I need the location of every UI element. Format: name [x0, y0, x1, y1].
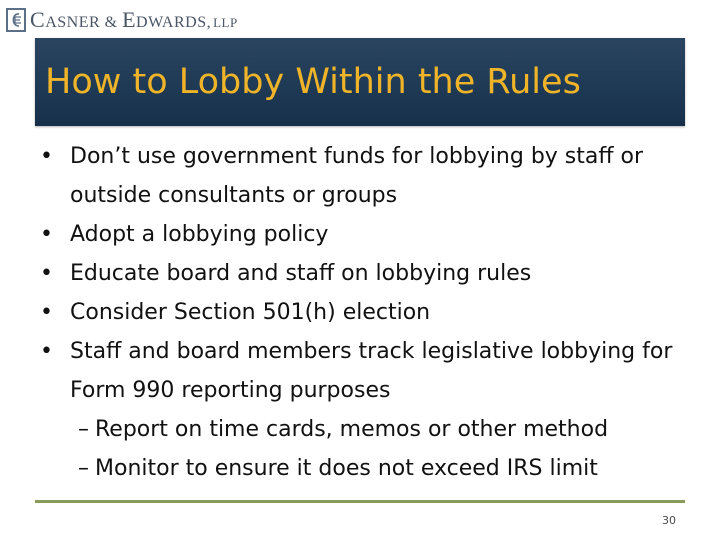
firm-name-initial-c: C: [30, 7, 46, 32]
bullet-marker: •: [40, 339, 53, 364]
slide-content: [40, 137, 680, 488]
bullet-text: Consider Section 501(h) election: [70, 300, 431, 325]
bullet-marker: •: [40, 300, 53, 325]
slide-title: How to Lobby Within the Rules: [45, 62, 581, 102]
ce-monogram-icon: [6, 8, 26, 32]
sub-bullet-text: Report on time cards, memos or other method: [95, 417, 609, 442]
firm-logo: [6, 6, 238, 34]
sub-bullet-text: Monitor to ensure it does not exceed IRS limit: [95, 456, 598, 481]
footer-divider: [35, 500, 685, 503]
sub-bullet-item: [40, 449, 680, 488]
page-number: 30: [662, 514, 676, 527]
firm-name-llp: LLP: [213, 15, 238, 30]
firm-name-initial-e: E: [122, 7, 137, 32]
bullet-marker: •: [40, 144, 53, 169]
title-bar: [35, 38, 685, 126]
bullet-text: Educate board and staff on lobbying rules: [70, 261, 532, 286]
firm-name-ampersand: &: [100, 14, 123, 31]
bullet-item: [40, 137, 680, 215]
bullet-item: [40, 332, 680, 410]
firm-name: [30, 7, 238, 33]
firm-name-casner: ASNER: [45, 14, 101, 31]
bullet-text: Adopt a lobbying policy: [70, 222, 329, 247]
bullet-item: [40, 215, 680, 254]
bullet-item: [40, 254, 680, 293]
sub-bullet-item: [40, 410, 680, 449]
sub-bullet-marker: –: [78, 417, 89, 442]
bullet-text: Don’t use government funds for lobbying by staff or outside consultants or groups: [70, 144, 644, 208]
sub-bullet-marker: –: [78, 456, 89, 481]
bullet-marker: •: [40, 261, 53, 286]
bullet-marker: •: [40, 222, 53, 247]
firm-name-edwards: DWARDS,: [136, 14, 212, 31]
bullet-item: [40, 293, 680, 332]
bullet-text: Staff and board members track legislative lobbying for Form 990 reporting purposes: [70, 339, 673, 403]
